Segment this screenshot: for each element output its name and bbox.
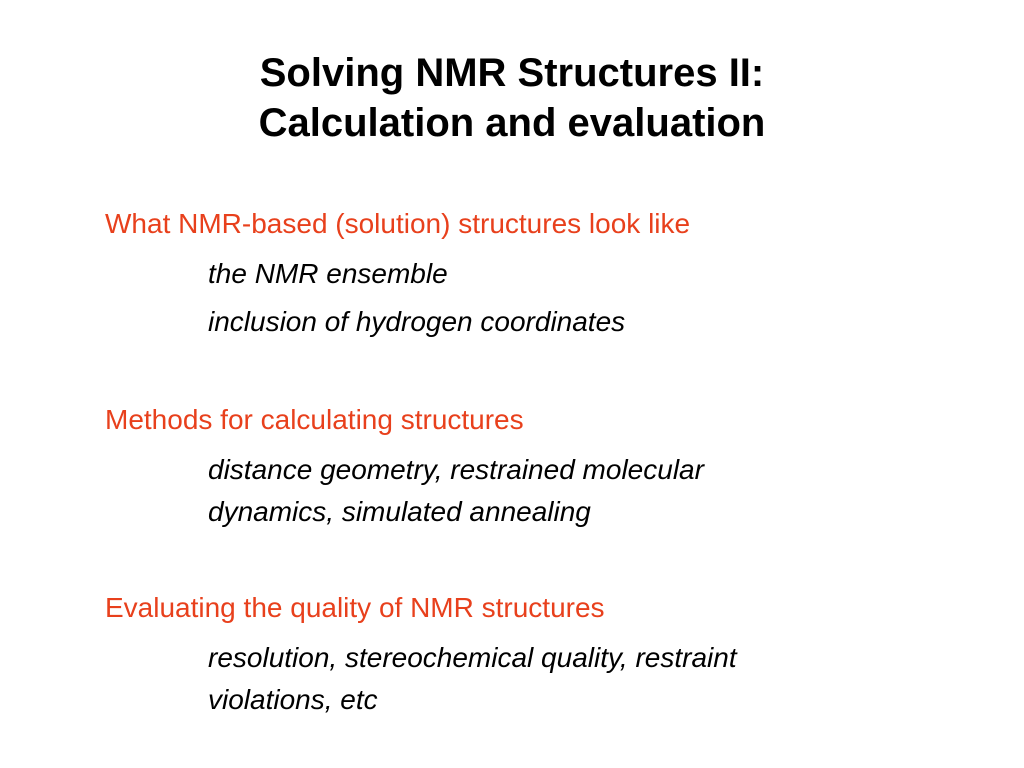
sub-item-line: the NMR ensemble [208, 258, 448, 289]
sub-item-line: resolution, stereochemical quality, restraint [208, 642, 737, 673]
slide-title-line-1: Solving NMR Structures II: [259, 51, 765, 95]
section-heading-structures: What NMR-based (solution) structures look like [105, 208, 691, 239]
sub-item-line: inclusion of hydrogen coordinates [208, 306, 626, 337]
slide-title-line-2: Calculation and evaluation [258, 101, 766, 145]
sub-item-nmr-ensemble [208, 253, 928, 295]
sub-item-line: distance geometry, restrained molecular [208, 454, 704, 485]
slide-title [0, 48, 1024, 148]
sub-item-calculation-methods [208, 449, 928, 533]
section-heading-evaluating: Evaluating the quality of NMR structures [105, 592, 605, 623]
sub-item-line: violations, etc [208, 684, 378, 715]
sub-item-line: dynamics, simulated annealing [208, 496, 591, 527]
sub-item-quality-criteria [208, 637, 928, 721]
section-heading-methods: Methods for calculating structures [105, 404, 524, 435]
sub-item-hydrogen-coordinates [208, 301, 928, 343]
